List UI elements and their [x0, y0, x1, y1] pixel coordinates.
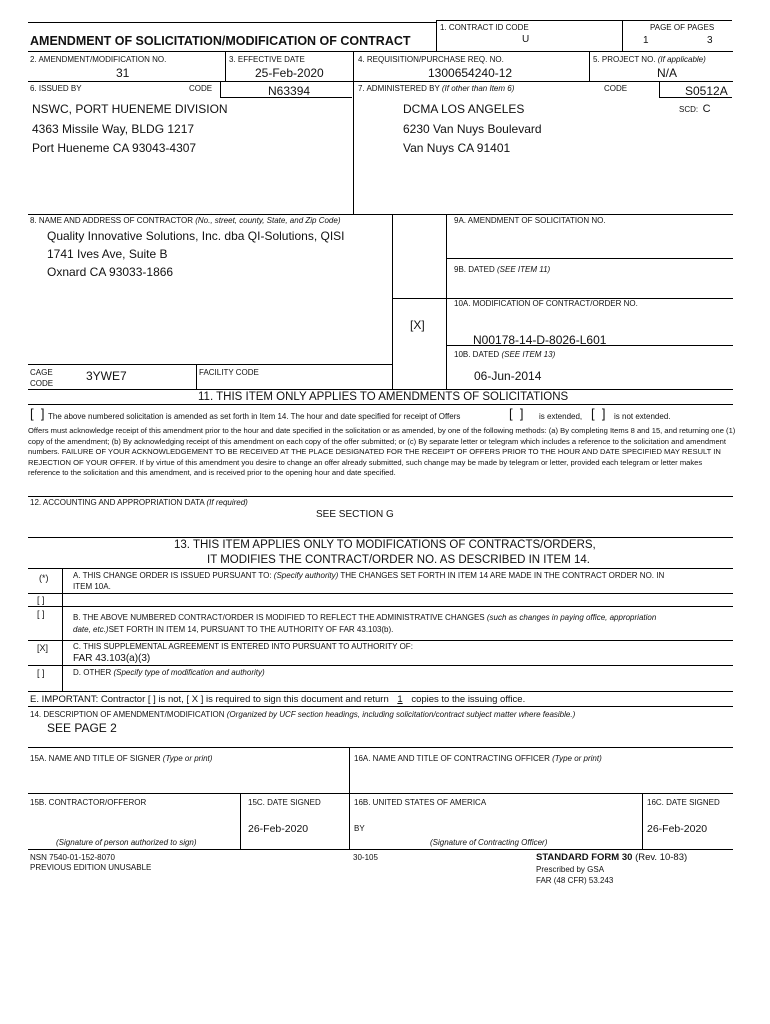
modification-checkbox[interactable]: [X] — [410, 318, 425, 332]
far-reference: FAR (48 CFR) 53.243 — [536, 876, 614, 885]
item-13-blank-checkbox[interactable]: [ ] — [37, 595, 45, 605]
effective-date-label: 3. EFFECTIVE DATE — [229, 55, 305, 64]
rule — [28, 51, 733, 52]
item-13c-text: C. THIS SUPPLEMENTAL AGREEMENT IS ENTERED INTO PURSUANT TO AUTHORITY OF: — [73, 642, 413, 651]
item-11-paragraph: Offers must acknowledge receipt of this amendment prior to the hour and date specified in the solicitation or as amended, by one of the following methods: (a) By completing Items 8 and 15, and returning one (1) copy of the amendment; (b) By acknowledging receipt of this amendment on each copy of the offer submitted; or (c) By separate letter or telegram which includes a reference to the solicitation and amendment numbers. FAILURE OF YOUR ACKNOWLEDGEMENT TO BE RECEIVED AT THE PLACE DESIGNATED FOR THE RECEIPT OF OFFERS PRIOR TO THE HOUR AND DATE SPECIFIED MAY RESULT IN REJECTION OF YOUR OFFER. If by virtue of this amendment you desire to change an offer already submitted, such change may be made by telegram or letter, provided each telegram or letter makes reference to the solicitation and this amendment, and is received prior to the opening hour and date specified. — [28, 426, 736, 478]
issuer-city: Port Hueneme CA 93043-4307 — [32, 141, 197, 155]
modification-dated-value: 06-Jun-2014 — [474, 369, 542, 383]
cage-label-1: CAGE — [30, 368, 53, 377]
rule — [28, 691, 733, 692]
officer-signature-caption: (Signature of Contracting Officer) — [430, 838, 548, 847]
prescribed-by: Prescribed by GSA — [536, 865, 605, 874]
item-e-part-1: E. IMPORTANT: Contractor — [30, 694, 146, 705]
rule — [28, 606, 733, 607]
rule — [28, 404, 733, 405]
project-no-label — [593, 55, 706, 64]
item-e-copies: 1 — [397, 694, 403, 705]
item-e-required-box[interactable]: [ X ] — [186, 694, 204, 705]
rule — [659, 81, 660, 97]
modification-no-label: 10A. MODIFICATION OF CONTRACT/ORDER NO. — [454, 299, 638, 308]
amendment-no-value: 31 — [116, 66, 130, 80]
solicitation-dated-label-text: 9B. DATED — [454, 265, 495, 274]
item-11-not-extended-checkbox[interactable]: [ ] — [591, 406, 606, 421]
requisition-no-label: 4. REQUISITION/PURCHASE REQ. NO. — [358, 55, 504, 64]
contractor-label-note: (No., street, county, State, and Zip Code) — [195, 216, 341, 225]
contractor-offeror-label: 15B. CONTRACTOR/OFFEROR — [30, 798, 147, 807]
item-e-part-4: copies to the issuing office. — [411, 694, 526, 705]
item-13a-text — [73, 571, 664, 580]
item-13c-checkbox[interactable]: [X] — [37, 643, 49, 653]
rule — [28, 81, 733, 82]
solicitation-amendment-label: 9A. AMENDMENT OF SOLICITATION NO. — [454, 216, 606, 225]
item-13a-checkbox[interactable]: (*) — [39, 573, 49, 583]
accounting-value: SEE SECTION G — [316, 509, 394, 520]
item-13c-value: FAR 43.103(a)(3) — [73, 653, 151, 664]
standard-form-id — [536, 852, 687, 863]
rule — [28, 640, 733, 641]
description-label-note: (Organized by UCF section headings, including solicitation/contract subject matter where feasible.) — [226, 710, 576, 719]
modification-dated-label-text: 10B. DATED — [454, 350, 500, 359]
issued-by-label: 6. ISSUED BY — [30, 84, 82, 93]
item-13a-note: (Specify authority) — [273, 571, 339, 580]
item-e-line — [30, 694, 525, 705]
rule — [62, 568, 63, 691]
rule — [28, 593, 733, 594]
officer-name-note: (Type or print) — [552, 754, 602, 763]
rule — [28, 389, 733, 390]
page-of-pages-label: PAGE OF PAGES — [650, 23, 715, 32]
item-13a-text-2: THE CHANGES SET FORTH IN ITEM 14 ARE MADE IN THE CONTRACT ORDER NO. IN — [340, 571, 665, 580]
officer-date-label: 16C. DATE SIGNED — [647, 798, 720, 807]
cage-value: 3YWE7 — [86, 369, 127, 383]
accounting-label-text: 12. ACCOUNTING AND APPROPRIATION DATA — [30, 498, 205, 507]
description-label-text: 14. DESCRIPTION OF AMENDMENT/MODIFICATION — [30, 710, 225, 719]
item-13b-note: (such as changes in paying office, appropriation — [486, 613, 657, 622]
rule — [589, 51, 590, 81]
page-number: 1 — [643, 35, 649, 46]
rule — [392, 214, 393, 389]
admin-code-value: S0512A — [685, 84, 728, 98]
item-13d-checkbox[interactable]: [ ] — [37, 668, 45, 678]
project-no-label-text: 5. PROJECT NO. — [593, 55, 656, 64]
nsn-number: NSN 7540-01-152-8070 — [30, 853, 115, 862]
project-no-value: N/A — [657, 66, 678, 80]
description-label — [30, 710, 575, 719]
item-13a-text-3: ITEM 10A. — [73, 582, 111, 591]
rule — [28, 537, 733, 538]
item-13b-text — [73, 613, 656, 622]
rule — [225, 51, 226, 81]
facility-code-label: FACILITY CODE — [199, 368, 259, 377]
item-11-not-extended-label: is not extended. — [614, 412, 671, 421]
administrator-name: DCMA LOS ANGELES — [403, 102, 525, 116]
item-13-title-1: 13. THIS ITEM APPLIES ONLY TO MODIFICATIONS OF CONTRACTS/ORDERS, — [174, 539, 596, 551]
item-11-extended-label: is extended, — [539, 412, 583, 421]
cage-label-2: CODE — [30, 379, 54, 388]
item-13b-note-2: date, etc.) — [73, 625, 109, 634]
item-13b-text-line-2 — [73, 625, 393, 634]
administered-by-label-text: 7. ADMINISTERED BY — [358, 84, 440, 93]
requisition-no-value: 1300654240-12 — [428, 66, 513, 80]
item-13d-text — [73, 668, 265, 677]
administrator-city: Van Nuys CA 91401 — [403, 141, 511, 155]
form-code: 30-105 — [353, 853, 378, 862]
rule — [446, 258, 733, 259]
contractor-label — [30, 216, 341, 225]
item-11-title: 11. THIS ITEM ONLY APPLIES TO AMENDMENTS OF SOLICITATIONS — [198, 391, 569, 403]
rule — [353, 51, 354, 214]
standard-form-rev: (Rev. 10-83) — [635, 852, 688, 863]
rule — [196, 364, 197, 389]
contractor-signature-caption: (Signature of person authorized to sign) — [56, 838, 197, 847]
scd-label: SCD: — [679, 105, 699, 114]
rule — [446, 214, 447, 389]
rule — [622, 20, 623, 51]
solicitation-dated-note: (SEE ITEM 11) — [496, 265, 551, 274]
usa-label: 16B. UNITED STATES OF AMERICA — [354, 798, 487, 807]
officer-name-label-text: 16A. NAME AND TITLE OF CONTRACTING OFFICER — [354, 754, 550, 763]
contractor-date-label: 15C. DATE SIGNED — [248, 798, 321, 807]
item-e-part-2: is not, — [158, 694, 184, 705]
rule — [28, 793, 733, 794]
item-13-title-2: IT MODIFIES THE CONTRACT/ORDER NO. AS DESCRIBED IN ITEM 14. — [207, 554, 590, 566]
contractor-city: Oxnard CA 93033-1866 — [47, 265, 174, 279]
item-13b-checkbox[interactable]: [ ] — [37, 609, 45, 619]
rule — [28, 214, 733, 215]
rule — [28, 849, 733, 850]
by-label: BY — [354, 824, 365, 833]
admin-code-label: CODE — [604, 84, 628, 93]
amendment-no-label: 2. AMENDMENT/MODIFICATION NO. — [30, 55, 167, 64]
description-value: SEE PAGE 2 — [47, 721, 117, 735]
form-title: AMENDMENT OF SOLICITATION/MODIFICATION OF CONTRACT — [30, 34, 411, 48]
issuer-street: 4363 Missile Way, BLDG 1217 — [32, 122, 195, 136]
effective-date-value: 25-Feb-2020 — [255, 66, 324, 80]
item-e-part-3: is required to sign this document and return — [206, 694, 389, 705]
rule — [28, 22, 436, 23]
item-13d-note: (Specify type of modification and authority) — [113, 668, 265, 677]
project-no-note: (If applicable) — [657, 55, 706, 64]
item-13b-text-2: SET FORTH IN ITEM 14, PURSUANT TO THE AUTHORITY OF FAR 43.103(b). — [108, 625, 394, 634]
rule — [28, 747, 733, 748]
rule — [28, 665, 733, 666]
scd — [679, 99, 711, 117]
rule — [436, 20, 732, 21]
signer-name-label — [30, 754, 212, 763]
administrator-street: 6230 Van Nuys Boulevard — [403, 122, 542, 136]
officer-name-label — [354, 754, 602, 763]
rule — [240, 793, 241, 849]
rule — [349, 747, 350, 849]
item-13d-label: D. OTHER — [73, 668, 112, 677]
contract-id-value: U — [522, 34, 530, 45]
accounting-label — [30, 498, 248, 507]
accounting-label-note: (If required) — [206, 498, 248, 507]
modification-dated-note: (SEE ITEM 13) — [501, 350, 556, 359]
administered-by-label — [358, 84, 514, 93]
rule — [28, 364, 392, 365]
modification-dated-label — [454, 350, 555, 359]
administered-by-note: (If other than Item 6) — [441, 84, 515, 93]
contractor-name: Quality Innovative Solutions, Inc. dba QI-Solutions, QISI — [47, 229, 345, 243]
rule — [642, 793, 643, 849]
issuer-name: NSWC, PORT HUENEME DIVISION — [32, 102, 228, 116]
contractor-street: 1741 Ives Ave, Suite B — [47, 247, 168, 261]
solicitation-dated-label — [454, 265, 550, 274]
item-11-offer-checkbox[interactable]: [ ] — [30, 406, 45, 421]
issued-code-label: CODE — [189, 84, 213, 93]
contract-id-label: 1. CONTRACT ID CODE — [440, 23, 529, 32]
officer-date-value: 26-Feb-2020 — [647, 823, 708, 835]
total-pages: 3 — [707, 35, 713, 46]
item-e-not-required-box[interactable]: [ ] — [147, 694, 156, 705]
modification-no-value: N00178-14-D-8026-L601 — [473, 333, 607, 347]
previous-edition-note: PREVIOUS EDITION UNUSABLE — [30, 863, 152, 872]
contractor-date-value: 26-Feb-2020 — [248, 823, 309, 835]
item-13a-text-1: A. THIS CHANGE ORDER IS ISSUED PURSUANT TO: — [73, 571, 272, 580]
rule — [28, 568, 733, 569]
item-11-line-1: The above numbered solicitation is amended as set forth in Item 14. The hour and date specified for receipt of Offers — [48, 412, 461, 421]
rule — [28, 706, 733, 707]
signer-name-note: (Type or print) — [162, 754, 213, 763]
item-13b-text-1: B. THE ABOVE NUMBERED CONTRACT/ORDER IS MODIFIED TO REFLECT THE ADMINISTRATIVE CHANGES — [73, 613, 485, 622]
scd-value: C — [702, 103, 711, 115]
contractor-label-text: 8. NAME AND ADDRESS OF CONTRACTOR — [30, 216, 193, 225]
rule — [28, 496, 733, 497]
standard-form-name: STANDARD FORM 30 — [536, 852, 633, 863]
item-11-extended-checkbox[interactable]: [ ] — [509, 406, 524, 421]
issued-code-value: N63394 — [268, 84, 311, 98]
signer-name-label-text: 15A. NAME AND TITLE OF SIGNER — [30, 754, 161, 763]
rule — [220, 81, 221, 97]
rule — [436, 20, 437, 51]
